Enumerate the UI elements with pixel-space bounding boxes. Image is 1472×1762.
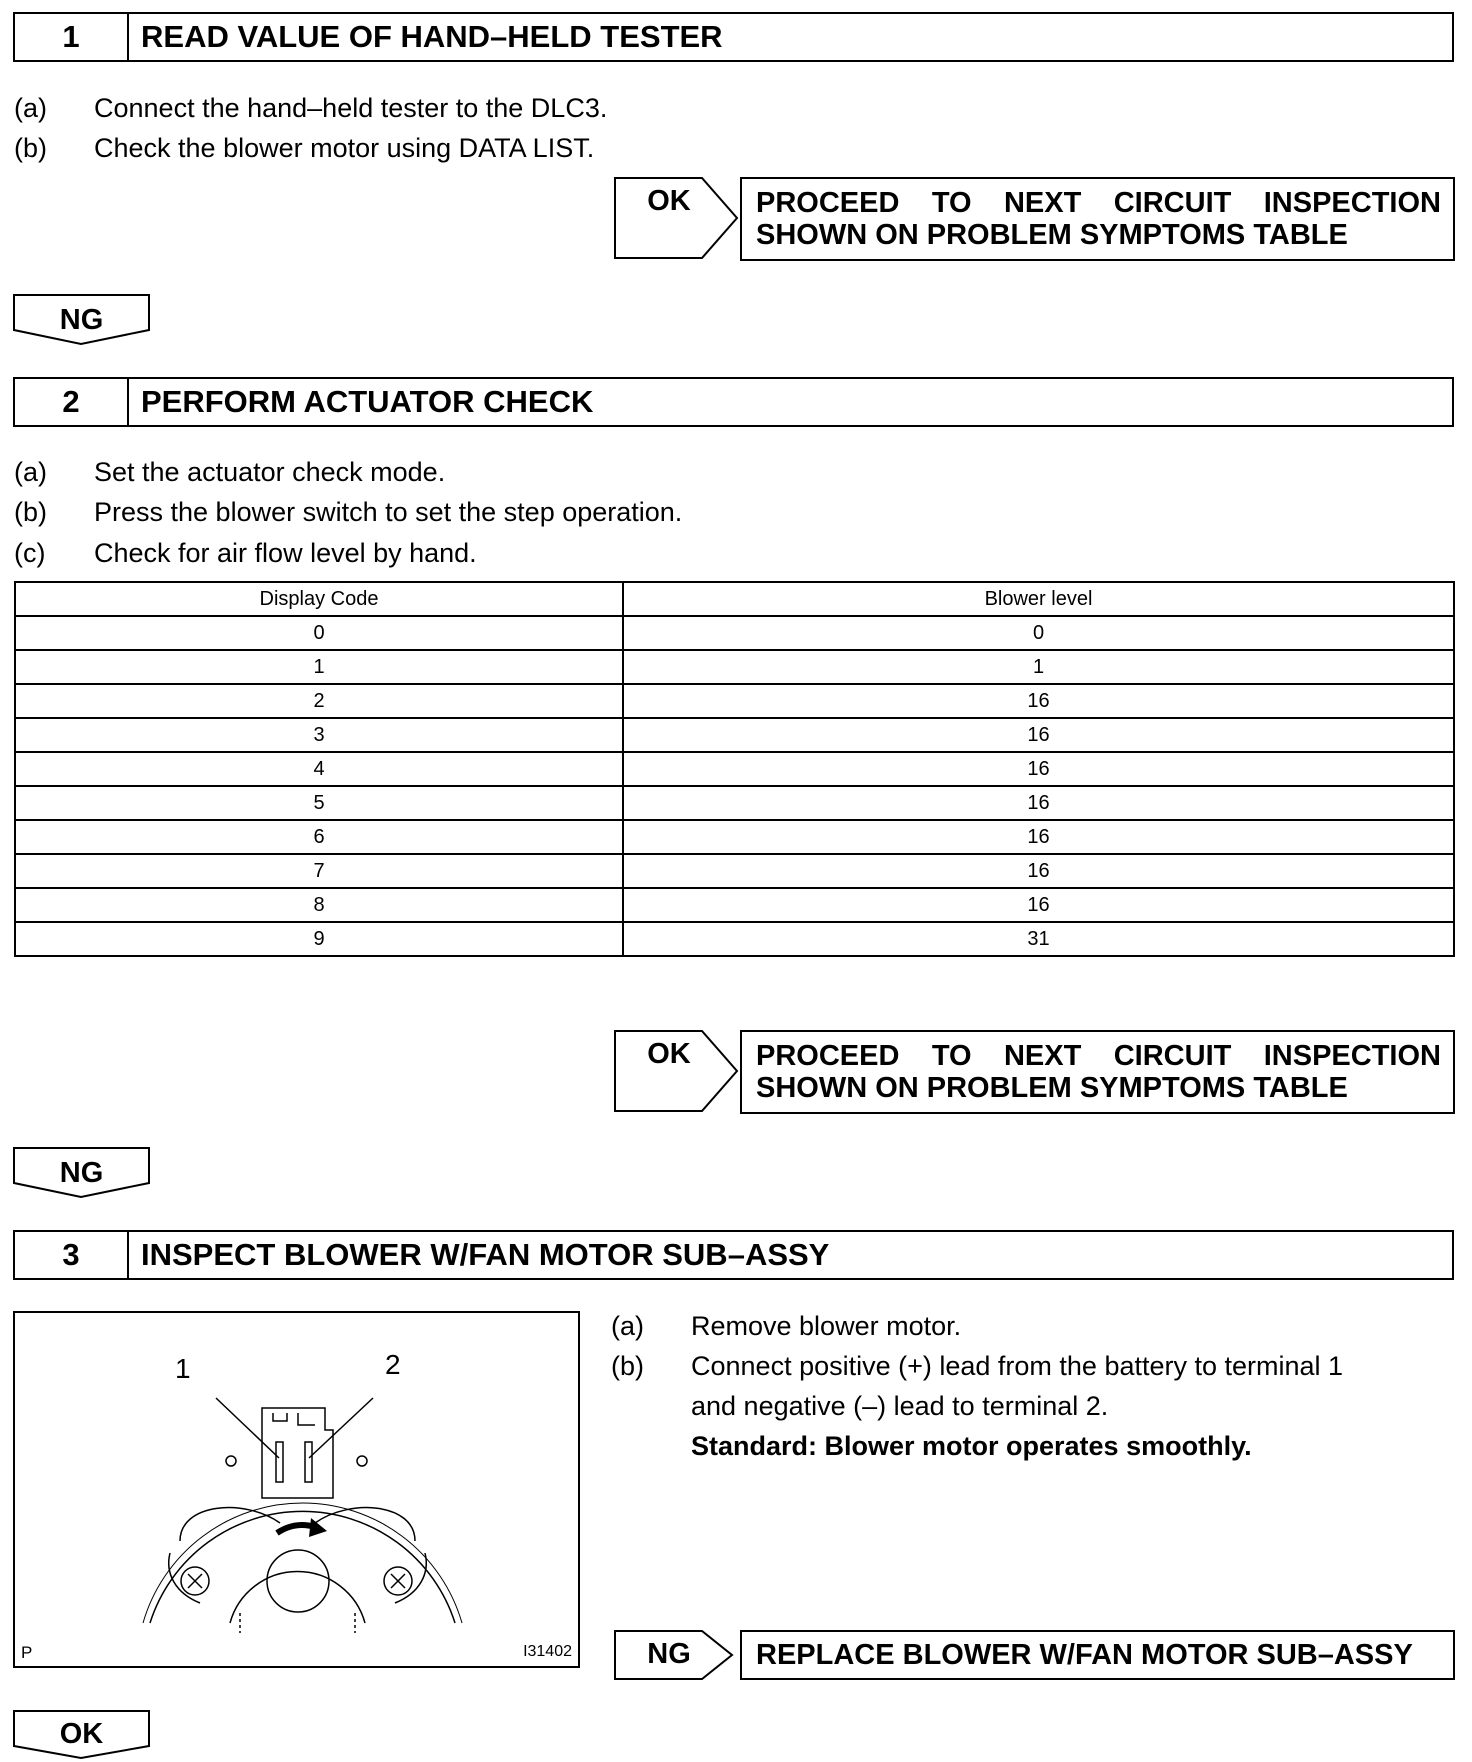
result-word: PROCEED [756,187,900,219]
ok-arrow-tag [614,177,744,257]
result-word: CIRCUIT [1113,1040,1232,1072]
ng-result-box [740,1630,1455,1680]
table-cell: 16 [623,854,1454,888]
table-cell: 5 [15,786,623,820]
item-label: (c) [14,538,46,568]
table-cell: 16 [623,888,1454,922]
ok-label: OK [647,1038,691,1070]
item-text: Remove blower motor. [691,1311,962,1341]
result-word: TO [931,1040,972,1072]
ng-flow-tag [13,294,150,346]
table-cell: 16 [623,718,1454,752]
ok-flow-tag [13,1710,150,1762]
result-line-2: SHOWN ON PROBLEM SYMPTOMS TABLE [756,1072,1348,1104]
table-header-row [15,582,1454,616]
item-text: Set the actuator check mode. [94,457,446,487]
table-cell: 8 [15,888,623,922]
ok-result-box [740,1030,1455,1114]
item-text: Check for air flow level by hand. [94,538,477,568]
figure-corner-mark: P [21,1643,33,1662]
table-row [15,854,1454,888]
ok-label: OK [647,185,691,217]
terminal-1-label: 1 [175,1353,191,1384]
item-text: Check the blower motor using DATA LIST. [94,133,595,163]
step-number: 2 [15,379,129,425]
standard-note: Standard: Blower motor operates smoothly. [691,1431,1252,1461]
table-cell: 3 [15,718,623,752]
table-row [15,616,1454,650]
item-label: (b) [611,1351,644,1381]
step-3-header [13,1230,1454,1280]
result-line: REPLACE BLOWER W/FAN MOTOR SUB–ASSY [756,1639,1413,1671]
table-row [15,718,1454,752]
result-word: NEXT [1003,1040,1082,1072]
ng-flow-tag [13,1147,150,1199]
step-title: PERFORM ACTUATOR CHECK [141,384,594,419]
item-text: Connect positive (+) lead from the battery to terminal 1 [691,1351,1344,1381]
table-cell: 1 [623,650,1454,684]
table-cell: 7 [15,854,623,888]
result-word: TO [931,187,972,219]
table-row [15,922,1454,956]
table-cell: 2 [15,684,623,718]
ng-label: NG [647,1638,691,1670]
table-cell: 4 [15,752,623,786]
step-title: READ VALUE OF HAND–HELD TESTER [141,19,723,54]
step-1-header [13,12,1454,62]
table-row [15,786,1454,820]
figure-code: I31402 [523,1643,572,1660]
table-row [15,888,1454,922]
blower-motor-illustration [15,1313,578,1666]
header-cell: Display Code [15,582,623,616]
item-label: (a) [14,457,47,487]
blower-motor-figure [13,1311,580,1668]
item-label: (a) [611,1311,644,1341]
table-cell: 6 [15,820,623,854]
result-word: PROCEED [756,1040,900,1072]
step-number: 1 [15,14,129,60]
header-cell: Blower level [623,582,1454,616]
table-cell: 16 [623,684,1454,718]
step-2-header [13,377,1454,427]
ok-arrow-tag [614,1030,744,1110]
result-word: NEXT [1003,187,1082,219]
table-row [15,650,1454,684]
terminal-2-label: 2 [385,1349,401,1380]
item-label: (a) [14,93,47,123]
table-cell: 16 [623,820,1454,854]
item-text-continued: and negative (–) lead to terminal 2. [691,1391,1109,1421]
table-row [15,684,1454,718]
item-text: Press the blower switch to set the step operation. [94,497,683,527]
table-cell: 0 [623,616,1454,650]
step-title: INSPECT BLOWER W/FAN MOTOR SUB–ASSY [141,1237,830,1272]
ok-label: OK [59,1718,104,1750]
item-label: (b) [14,133,47,163]
result-line-1 [756,187,1441,220]
table-row [15,820,1454,854]
ok-result-box [740,177,1455,261]
result-word: CIRCUIT [1113,187,1232,219]
item-label: (b) [14,497,47,527]
ng-arrow-tag [614,1630,744,1710]
table-cell: 0 [15,616,623,650]
table-cell: 31 [623,922,1454,956]
step-number: 3 [15,1232,129,1278]
table-cell: 1 [15,650,623,684]
blower-level-table [14,581,1455,957]
ng-label: NG [59,304,104,336]
table-cell: 16 [623,786,1454,820]
result-line-1 [756,1040,1441,1073]
table-cell: 16 [623,752,1454,786]
item-text: Connect the hand–held tester to the DLC3. [94,93,608,123]
result-word: INSPECTION [1263,187,1441,219]
result-line-2: SHOWN ON PROBLEM SYMPTOMS TABLE [756,219,1348,251]
table-cell: 9 [15,922,623,956]
table-row [15,752,1454,786]
ng-label: NG [59,1157,104,1189]
result-word: INSPECTION [1263,1040,1441,1072]
